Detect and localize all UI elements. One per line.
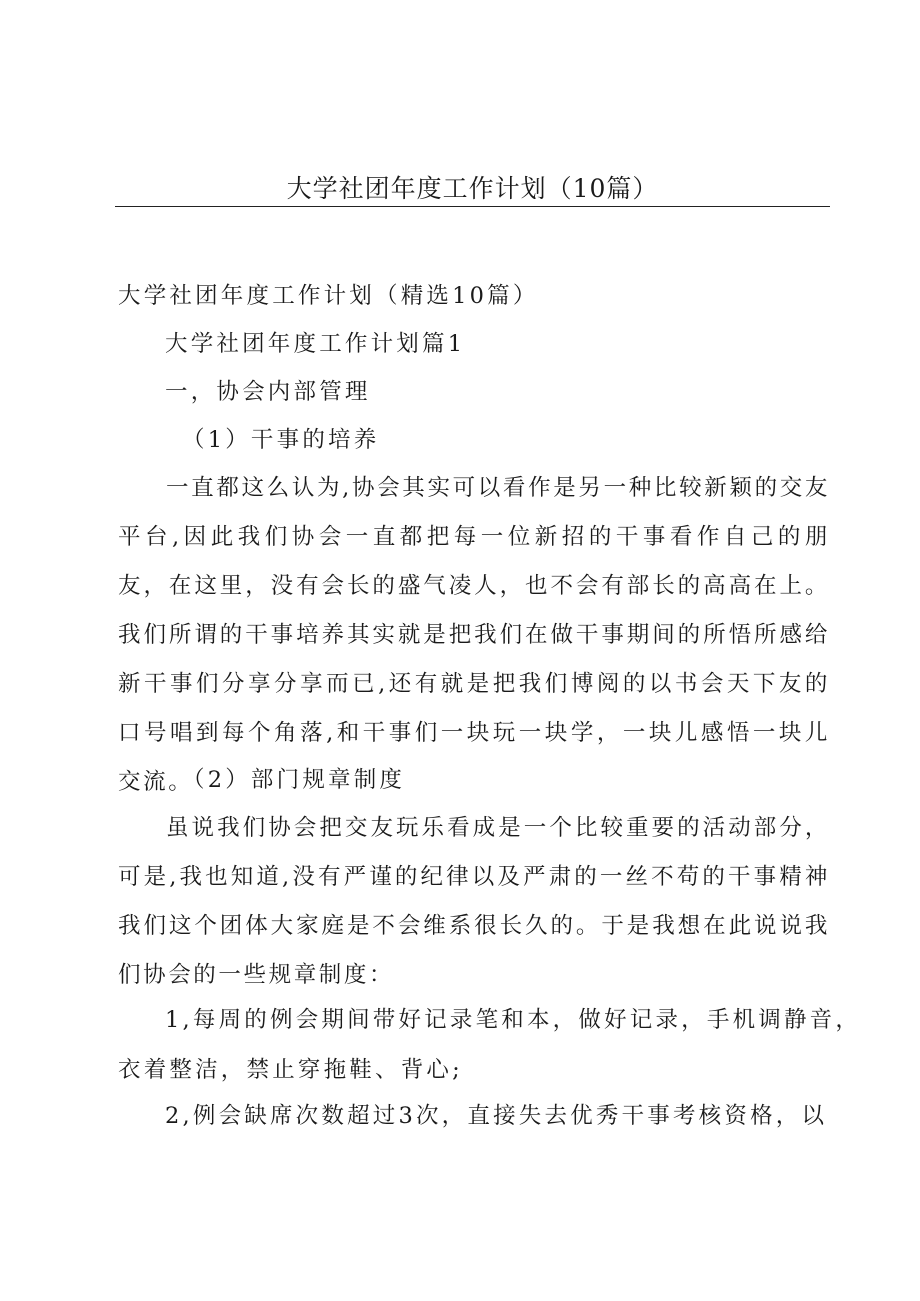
document-subtitle: 大学社团年度工作计划（精选10篇） xyxy=(118,283,539,309)
rule-1-line-2: 衣着整洁，禁止穿拖鞋、背心; xyxy=(118,1057,463,1083)
rule-2-line-1: 2,例会缺席次数超过3次，直接失去优秀干事考核资格，以 xyxy=(165,1103,828,1129)
document-title: 大学社团年度工作计划（10篇） xyxy=(286,174,659,203)
title-underline xyxy=(115,206,830,207)
subsection-heading-2: （2）部门规章制度 xyxy=(182,767,406,793)
subsection-heading-1: （1）干事的培养 xyxy=(182,427,380,453)
rule-1-line-1: 1,每周的例会期间带好记录笔和本，做好记录，手机调静音， xyxy=(165,1007,862,1033)
section-heading-1: 一，协会内部管理 xyxy=(165,379,371,405)
paragraph-2: 虽说我们协会把交友玩乐看成是一个比较重要的活动部分，可是,我也知道,没有严谨的纪律以及严肃的一丝不苟的干事精神我们这个团体大家庭是不会维系很长久的。于是我想在此说说我们协会的一些规章制度： xyxy=(118,815,830,988)
paragraph-1: 一直都这么认为,协会其实可以看作是另一种比较新颖的交友平台,因此我们协会一直都把每一位新招的干事看作自己的朋友，在这里，没有会长的盛气凌人，也不会有部长的高高在上。我们所谓的干事培养其实就是把我们在做干事期间的所悟所感给新干事们分享分享而已,还有就是把我们博阅的以书会天下友的口号唱到每个角落,和干事们一块玩一块学，一块儿感悟一块儿交流。 xyxy=(118,475,830,795)
article-heading: 大学社团年度工作计划篇1 xyxy=(165,331,466,357)
